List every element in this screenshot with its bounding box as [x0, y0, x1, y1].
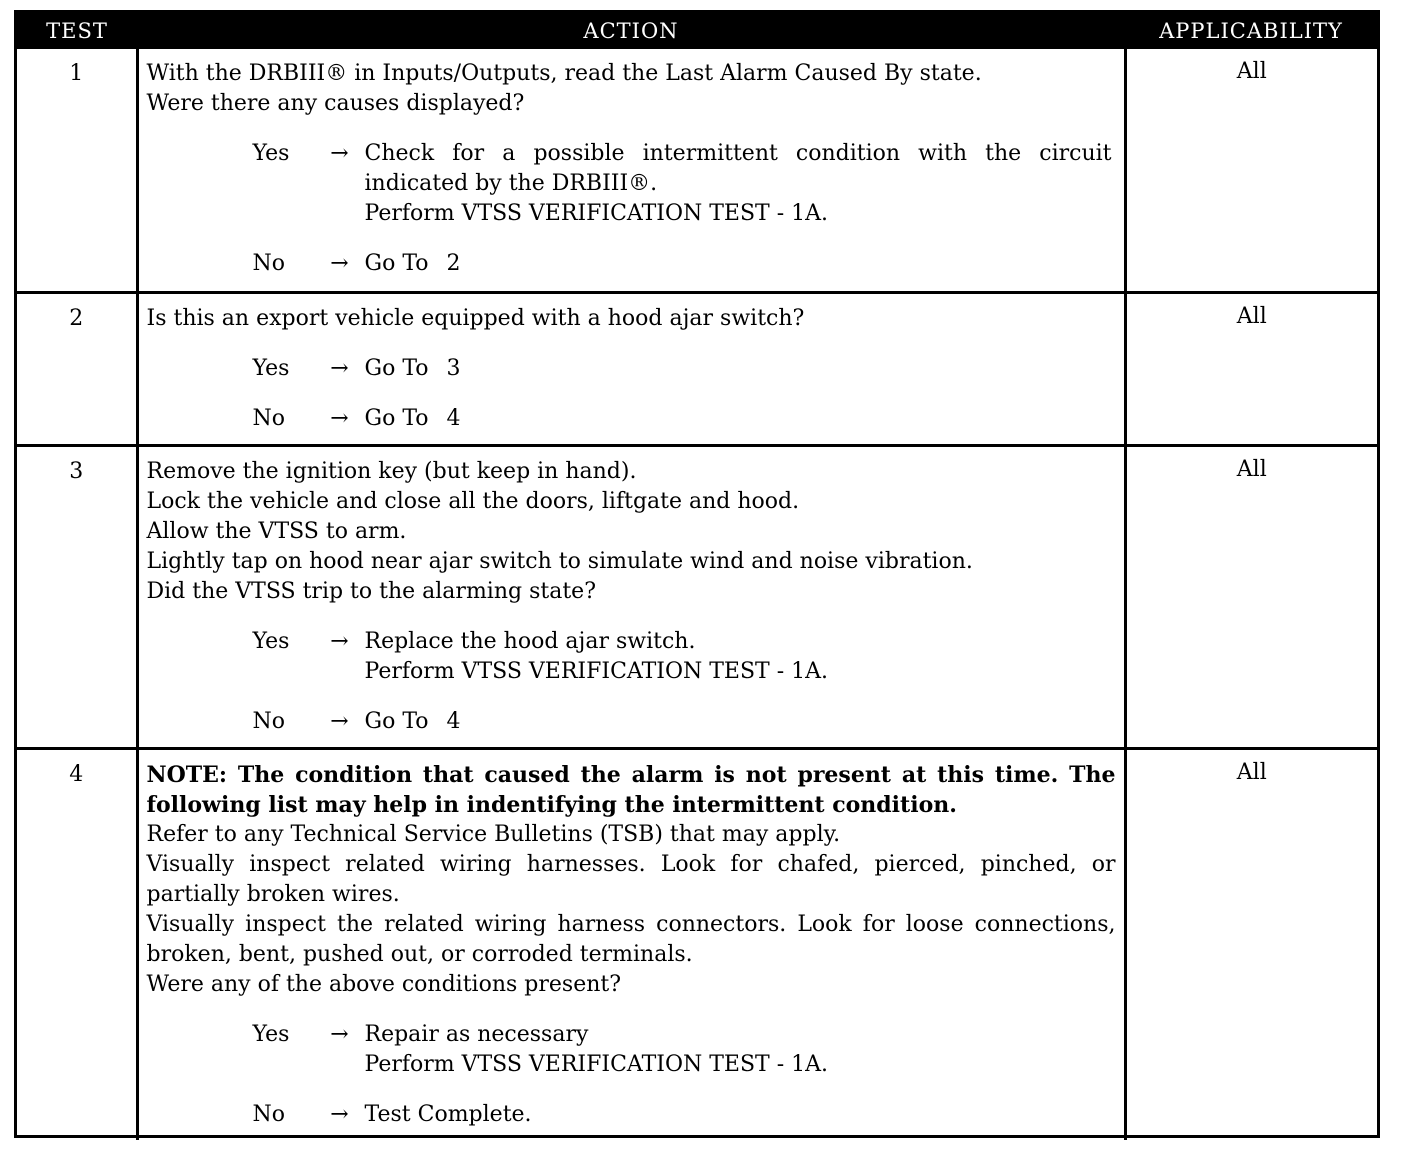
- header-applicability: APPLICABILITY: [1125, 13, 1377, 49]
- action-line: Remove the ignition key (but keep in hand).: [146, 458, 637, 484]
- note-text: NOTE: The condition that caused the alarm is not present at this time. The following list may help in indentifying the intermittent condition.: [146, 761, 1116, 818]
- header-row: [17, 13, 1377, 49]
- table-row: [17, 292, 1377, 445]
- no-text: Go To: [364, 708, 429, 734]
- no-text: Go To: [364, 405, 429, 431]
- yes-label: Yes: [252, 628, 290, 654]
- action-cell: [137, 445, 1125, 748]
- no-outcome: [147, 707, 1116, 737]
- action-line: Lightly tap on hood near ajar switch to simulate wind and noise vibration.: [146, 548, 973, 574]
- test-number: 4: [17, 748, 137, 1140]
- header-test: TEST: [17, 13, 137, 49]
- yes-outcome: [147, 139, 1116, 229]
- table-row: [17, 49, 1377, 292]
- yes-label: Yes: [252, 141, 290, 166]
- header-action: ACTION: [137, 13, 1125, 49]
- yes-outcome: [147, 627, 1116, 687]
- no-outcome: [147, 1100, 1116, 1130]
- arrow-icon: →: [330, 355, 349, 381]
- arrow-icon: →: [330, 405, 349, 431]
- yes-label: Yes: [252, 355, 290, 381]
- test-number: 2: [17, 292, 137, 445]
- yes-outcome: [147, 354, 1116, 384]
- no-outcome: [147, 404, 1116, 434]
- yes-outcome: [147, 1020, 1116, 1080]
- arrow-icon: →: [330, 141, 349, 166]
- action-line: Visually inspect related wiring harnesses. Look for chafed, pierced, pinched, or partially broken wires.: [146, 851, 1116, 907]
- no-label: No: [252, 251, 285, 276]
- action-line: Lock the vehicle and close all the doors, liftgate and hood.: [146, 488, 800, 514]
- test-table: [17, 13, 1377, 1140]
- no-outcome: [147, 249, 1116, 279]
- action-line: Allow the VTSS to arm.: [146, 518, 407, 544]
- no-label: No: [252, 405, 285, 431]
- yes-line: indicated by the DRBIII®.: [364, 171, 658, 196]
- action-cell: [137, 49, 1125, 292]
- action-line: Is this an export vehicle equipped with a hood ajar switch?: [146, 305, 805, 331]
- yes-line: Perform VTSS VERIFICATION TEST - 1A.: [364, 201, 829, 226]
- action-line: Were there any causes displayed?: [146, 91, 525, 116]
- goto-number: 4: [446, 405, 461, 431]
- yes-line: Perform VTSS VERIFICATION TEST - 1A.: [364, 1051, 829, 1077]
- goto-number: 4: [446, 708, 461, 734]
- applicability: All: [1125, 49, 1377, 292]
- action-line: Refer to any Technical Service Bulletins (TSB) that may apply.: [146, 821, 841, 847]
- yes-line: Repair as necessary: [364, 1021, 589, 1047]
- arrow-icon: →: [330, 1101, 349, 1127]
- applicability: All: [1125, 748, 1377, 1140]
- table-row: [17, 445, 1377, 748]
- arrow-icon: →: [330, 251, 349, 276]
- action-cell: [137, 292, 1125, 445]
- goto-number: 2: [446, 251, 461, 276]
- arrow-icon: →: [330, 628, 349, 654]
- action-line: Were any of the above conditions present?: [146, 971, 622, 997]
- action-line: Visually inspect the related wiring harness connectors. Look for loose connections, broken, bent, pushed out, or corroded terminals.: [146, 911, 1116, 967]
- test-number: 3: [17, 445, 137, 748]
- applicability: All: [1125, 445, 1377, 748]
- arrow-icon: →: [330, 1021, 349, 1047]
- action-line: With the DRBIII® in Inputs/Outputs, read the Last Alarm Caused By state.: [146, 61, 982, 86]
- test-number: 1: [17, 49, 137, 292]
- yes-line: Check for a possible intermittent condition with the circuit: [364, 141, 1112, 166]
- applicability: All: [1125, 292, 1377, 445]
- yes-label: Yes: [252, 1021, 290, 1047]
- goto-number: 3: [446, 355, 461, 381]
- yes-line: Perform VTSS VERIFICATION TEST - 1A.: [364, 658, 829, 684]
- no-label: No: [252, 1101, 285, 1127]
- no-text: Go To: [364, 251, 429, 276]
- yes-text: Go To: [364, 355, 429, 381]
- action-cell: [137, 748, 1125, 1140]
- table-row: [17, 748, 1377, 1140]
- yes-line: Replace the hood ajar switch.: [364, 628, 696, 654]
- no-text: Test Complete.: [364, 1101, 532, 1127]
- diagnostic-test-table: [14, 10, 1380, 1138]
- no-label: No: [252, 708, 285, 734]
- action-line: Did the VTSS trip to the alarming state?: [146, 578, 596, 604]
- arrow-icon: →: [330, 708, 349, 734]
